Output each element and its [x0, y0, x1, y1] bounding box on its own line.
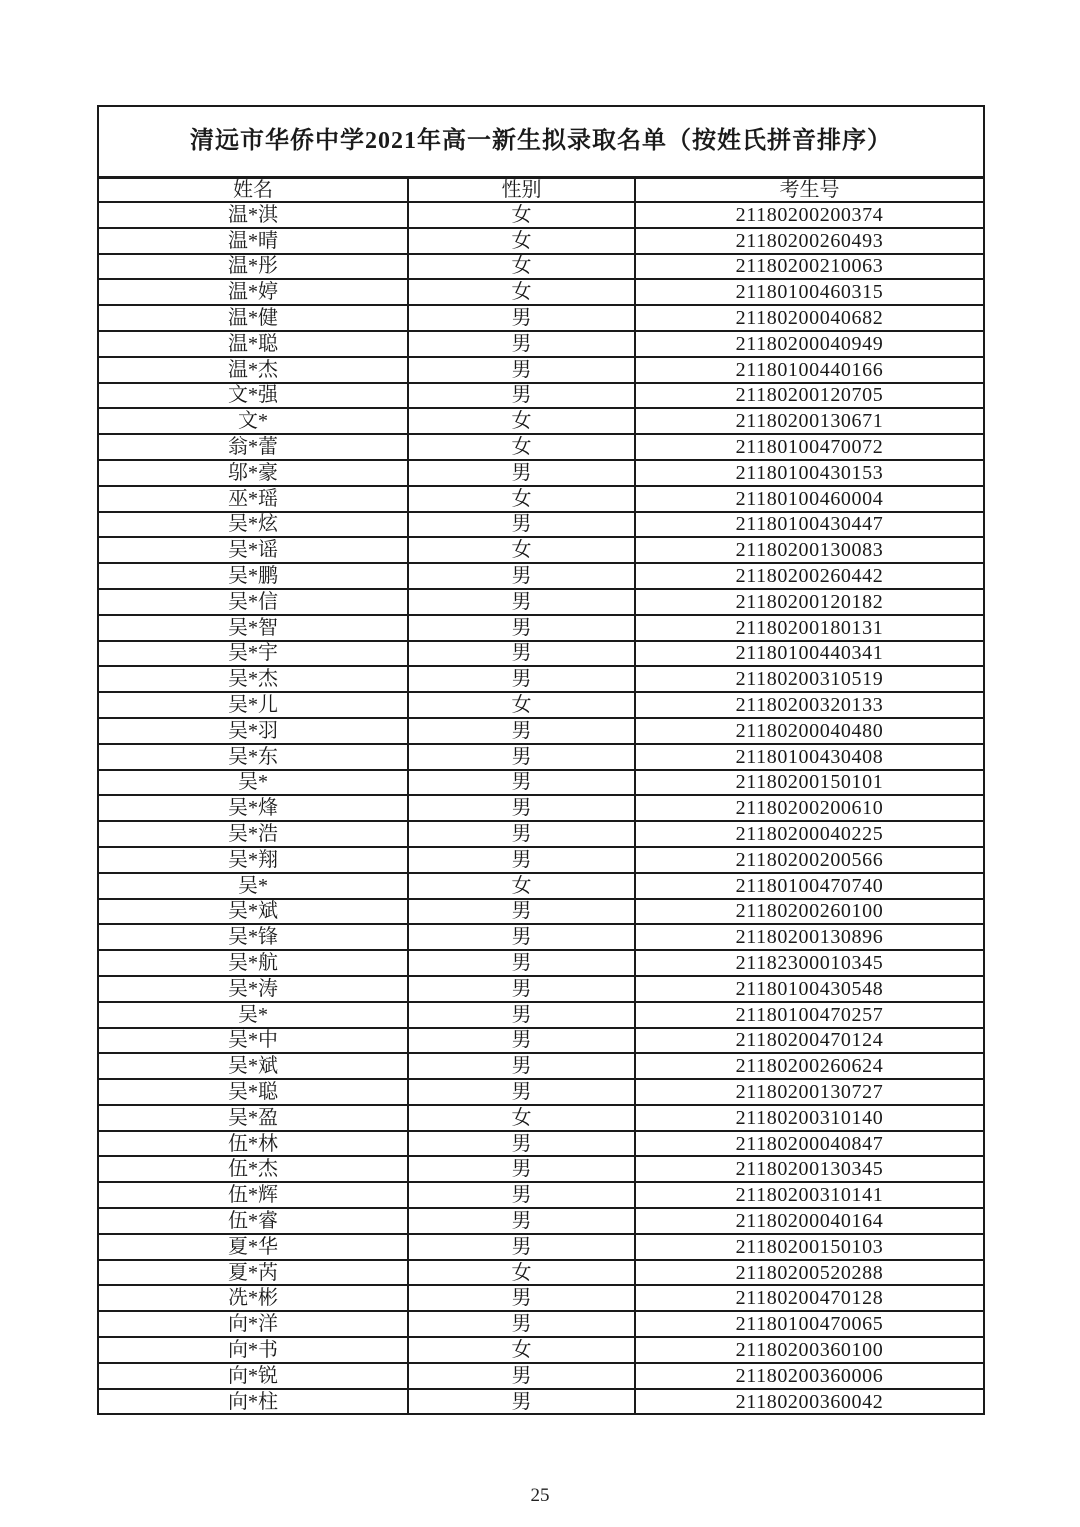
candidate-no-cell: 21180100430548: [635, 976, 984, 1002]
name-cell: 吴*烽: [98, 795, 408, 821]
candidate-no-cell: 21180200200610: [635, 795, 984, 821]
candidate-no-cell: 21180200260493: [635, 228, 984, 254]
gender-cell: 男: [408, 460, 635, 486]
name-cell: 吴*涛: [98, 976, 408, 1002]
gender-cell: 男: [408, 950, 635, 976]
name-cell: 吴*聪: [98, 1079, 408, 1105]
name-cell: 夏*芮: [98, 1260, 408, 1286]
table-row: [98, 1079, 984, 1105]
candidate-no-cell: 21180100470257: [635, 1002, 984, 1028]
candidate-no-cell: 21180200040225: [635, 821, 984, 847]
table-body: [98, 202, 984, 1414]
candidate-no-cell: 21180200130345: [635, 1156, 984, 1182]
name-cell: 温*淇: [98, 202, 408, 228]
name-cell: 温*婷: [98, 279, 408, 305]
gender-cell: 男: [408, 1363, 635, 1389]
table-row: [98, 692, 984, 718]
candidate-no-cell: 21180200520288: [635, 1260, 984, 1286]
header-row: [98, 178, 984, 203]
gender-cell: 男: [408, 1079, 635, 1105]
candidate-no-cell: 21180200040949: [635, 331, 984, 357]
candidate-no-cell: 21180200320133: [635, 692, 984, 718]
table-row: [98, 228, 984, 254]
candidate-no-cell: 21180100460315: [635, 279, 984, 305]
candidate-no-cell: 21180200040847: [635, 1131, 984, 1157]
gender-cell: 男: [408, 821, 635, 847]
gender-cell: 男: [408, 744, 635, 770]
gender-cell: 女: [408, 408, 635, 434]
gender-cell: 男: [408, 1182, 635, 1208]
table-row: [98, 434, 984, 460]
name-cell: 吴*炫: [98, 512, 408, 538]
name-cell: 伍*林: [98, 1131, 408, 1157]
table-row: [98, 563, 984, 589]
name-cell: 向*洋: [98, 1311, 408, 1337]
gender-cell: 女: [408, 692, 635, 718]
gender-cell: 男: [408, 770, 635, 796]
name-cell: 伍*杰: [98, 1156, 408, 1182]
candidate-no-cell: 21180200470124: [635, 1028, 984, 1054]
candidate-no-cell: 21180100440166: [635, 357, 984, 383]
gender-cell: 男: [408, 847, 635, 873]
gender-cell: 男: [408, 795, 635, 821]
gender-cell: 男: [408, 512, 635, 538]
gender-cell: 男: [408, 589, 635, 615]
table-row: [98, 666, 984, 692]
gender-cell: 女: [408, 228, 635, 254]
name-cell: 吴*羽: [98, 718, 408, 744]
name-cell: 温*聪: [98, 331, 408, 357]
table-row: [98, 254, 984, 280]
name-cell: 冼*彬: [98, 1285, 408, 1311]
candidate-no-cell: 21180200130671: [635, 408, 984, 434]
name-cell: 温*晴: [98, 228, 408, 254]
gender-cell: 男: [408, 1389, 635, 1415]
gender-cell: 男: [408, 1234, 635, 1260]
candidate-no-cell: 21180200040480: [635, 718, 984, 744]
table-row: [98, 899, 984, 925]
name-cell: 巫*瑶: [98, 486, 408, 512]
candidate-no-cell: 21180200150101: [635, 770, 984, 796]
candidate-no-cell: 21180100430153: [635, 460, 984, 486]
gender-cell: 女: [408, 202, 635, 228]
candidate-no-cell: 21180200150103: [635, 1234, 984, 1260]
name-cell: 吴*浩: [98, 821, 408, 847]
table-row: [98, 795, 984, 821]
name-cell: 向*柱: [98, 1389, 408, 1415]
candidate-no-cell: 21180200310140: [635, 1105, 984, 1131]
name-cell: 温*彤: [98, 254, 408, 280]
table-row: [98, 202, 984, 228]
gender-cell: 女: [408, 1337, 635, 1363]
table-row: [98, 615, 984, 641]
candidate-no-cell: 21180200260624: [635, 1053, 984, 1079]
column-header-gender: 性别: [408, 178, 635, 203]
table-row: [98, 537, 984, 563]
candidate-no-cell: 21180200120182: [635, 589, 984, 615]
table-row: [98, 821, 984, 847]
gender-cell: 男: [408, 976, 635, 1002]
candidate-no-cell: 21180200310519: [635, 666, 984, 692]
candidate-no-cell: 21180200260442: [635, 563, 984, 589]
gender-cell: 男: [408, 1053, 635, 1079]
table-row: [98, 305, 984, 331]
name-cell: 吴*翔: [98, 847, 408, 873]
gender-cell: 男: [408, 1028, 635, 1054]
admission-table: [97, 105, 985, 1415]
candidate-no-cell: 21180100470072: [635, 434, 984, 460]
name-cell: 吴*鹏: [98, 563, 408, 589]
name-cell: 吴*宇: [98, 641, 408, 667]
candidate-no-cell: 21180200120705: [635, 383, 984, 409]
candidate-no-cell: 21180100430408: [635, 744, 984, 770]
table-row: [98, 924, 984, 950]
candidate-no-cell: 21180200360006: [635, 1363, 984, 1389]
candidate-no-cell: 21180200260100: [635, 899, 984, 925]
table-row: [98, 331, 984, 357]
gender-cell: 男: [408, 383, 635, 409]
table-row: [98, 976, 984, 1002]
gender-cell: 女: [408, 1105, 635, 1131]
candidate-no-cell: 21182300010345: [635, 950, 984, 976]
candidate-no-cell: 21180200360100: [635, 1337, 984, 1363]
title-row: [98, 106, 984, 178]
table-row: [98, 1182, 984, 1208]
table-row: [98, 1337, 984, 1363]
name-cell: 吴*航: [98, 950, 408, 976]
name-cell: 向*书: [98, 1337, 408, 1363]
table-row: [98, 1234, 984, 1260]
gender-cell: 男: [408, 924, 635, 950]
page-number: 25: [530, 1485, 550, 1506]
table-row: [98, 357, 984, 383]
table-row: [98, 641, 984, 667]
name-cell: 吴*盈: [98, 1105, 408, 1131]
table-row: [98, 1285, 984, 1311]
table-row: [98, 847, 984, 873]
gender-cell: 男: [408, 641, 635, 667]
name-cell: 吴*东: [98, 744, 408, 770]
name-cell: 邬*豪: [98, 460, 408, 486]
table-row: [98, 1156, 984, 1182]
name-cell: 吴*中: [98, 1028, 408, 1054]
gender-cell: 男: [408, 1285, 635, 1311]
table-row: [98, 1002, 984, 1028]
gender-cell: 男: [408, 1311, 635, 1337]
table-row: [98, 408, 984, 434]
name-cell: 吴*信: [98, 589, 408, 615]
table-row: [98, 744, 984, 770]
candidate-no-cell: 21180200470128: [635, 1285, 984, 1311]
gender-cell: 男: [408, 563, 635, 589]
table-row: [98, 512, 984, 538]
name-cell: 夏*华: [98, 1234, 408, 1260]
name-cell: 温*杰: [98, 357, 408, 383]
table-row: [98, 1389, 984, 1415]
gender-cell: 男: [408, 1002, 635, 1028]
gender-cell: 男: [408, 615, 635, 641]
candidate-no-cell: 21180200130083: [635, 537, 984, 563]
gender-cell: 男: [408, 305, 635, 331]
name-cell: 吴*: [98, 770, 408, 796]
name-cell: 文*: [98, 408, 408, 434]
name-cell: 吴*锋: [98, 924, 408, 950]
name-cell: 翁*蕾: [98, 434, 408, 460]
gender-cell: 男: [408, 331, 635, 357]
column-header-candidate-no: 考生号: [635, 178, 984, 203]
candidate-no-cell: 21180200130727: [635, 1079, 984, 1105]
candidate-no-cell: 21180100440341: [635, 641, 984, 667]
name-cell: 吴*斌: [98, 1053, 408, 1079]
table-row: [98, 1260, 984, 1286]
table-row: [98, 718, 984, 744]
table-row: [98, 1105, 984, 1131]
gender-cell: 女: [408, 279, 635, 305]
gender-cell: 男: [408, 1208, 635, 1234]
gender-cell: 男: [408, 1156, 635, 1182]
document-title: 清远市华侨中学2021年高一新生拟录取名单（按姓氏拼音排序）: [98, 106, 984, 178]
gender-cell: 女: [408, 1260, 635, 1286]
gender-cell: 男: [408, 718, 635, 744]
name-cell: 吴*: [98, 1002, 408, 1028]
name-cell: 向*锐: [98, 1363, 408, 1389]
table-row: [98, 770, 984, 796]
candidate-no-cell: 21180200200566: [635, 847, 984, 873]
table-row: [98, 589, 984, 615]
name-cell: 温*健: [98, 305, 408, 331]
name-cell: 吴*儿: [98, 692, 408, 718]
name-cell: 吴*谣: [98, 537, 408, 563]
gender-cell: 女: [408, 486, 635, 512]
table-row: [98, 486, 984, 512]
candidate-no-cell: 21180100470065: [635, 1311, 984, 1337]
name-cell: 吴*智: [98, 615, 408, 641]
name-cell: 吴*: [98, 873, 408, 899]
table-row: [98, 1311, 984, 1337]
candidate-no-cell: 21180200210063: [635, 254, 984, 280]
candidate-no-cell: 21180100460004: [635, 486, 984, 512]
candidate-no-cell: 21180200130896: [635, 924, 984, 950]
candidate-no-cell: 21180200200374: [635, 202, 984, 228]
gender-cell: 女: [408, 873, 635, 899]
name-cell: 伍*睿: [98, 1208, 408, 1234]
name-cell: 吴*杰: [98, 666, 408, 692]
gender-cell: 女: [408, 537, 635, 563]
candidate-no-cell: 21180200040164: [635, 1208, 984, 1234]
table-row: [98, 873, 984, 899]
table-row: [98, 279, 984, 305]
table-row: [98, 1131, 984, 1157]
table-row: [98, 1053, 984, 1079]
table-row: [98, 1363, 984, 1389]
candidate-no-cell: 21180200040682: [635, 305, 984, 331]
table-row: [98, 950, 984, 976]
gender-cell: 男: [408, 357, 635, 383]
candidate-no-cell: 21180200360042: [635, 1389, 984, 1415]
candidate-no-cell: 21180100430447: [635, 512, 984, 538]
column-header-name: 姓名: [98, 178, 408, 203]
table-row: [98, 1028, 984, 1054]
gender-cell: 男: [408, 666, 635, 692]
name-cell: 伍*辉: [98, 1182, 408, 1208]
gender-cell: 女: [408, 254, 635, 280]
candidate-no-cell: 21180200180131: [635, 615, 984, 641]
gender-cell: 男: [408, 1131, 635, 1157]
name-cell: 文*强: [98, 383, 408, 409]
table-row: [98, 1208, 984, 1234]
table-row: [98, 460, 984, 486]
table-row: [98, 383, 984, 409]
gender-cell: 女: [408, 434, 635, 460]
name-cell: 吴*斌: [98, 899, 408, 925]
gender-cell: 男: [408, 899, 635, 925]
candidate-no-cell: 21180100470740: [635, 873, 984, 899]
candidate-no-cell: 21180200310141: [635, 1182, 984, 1208]
